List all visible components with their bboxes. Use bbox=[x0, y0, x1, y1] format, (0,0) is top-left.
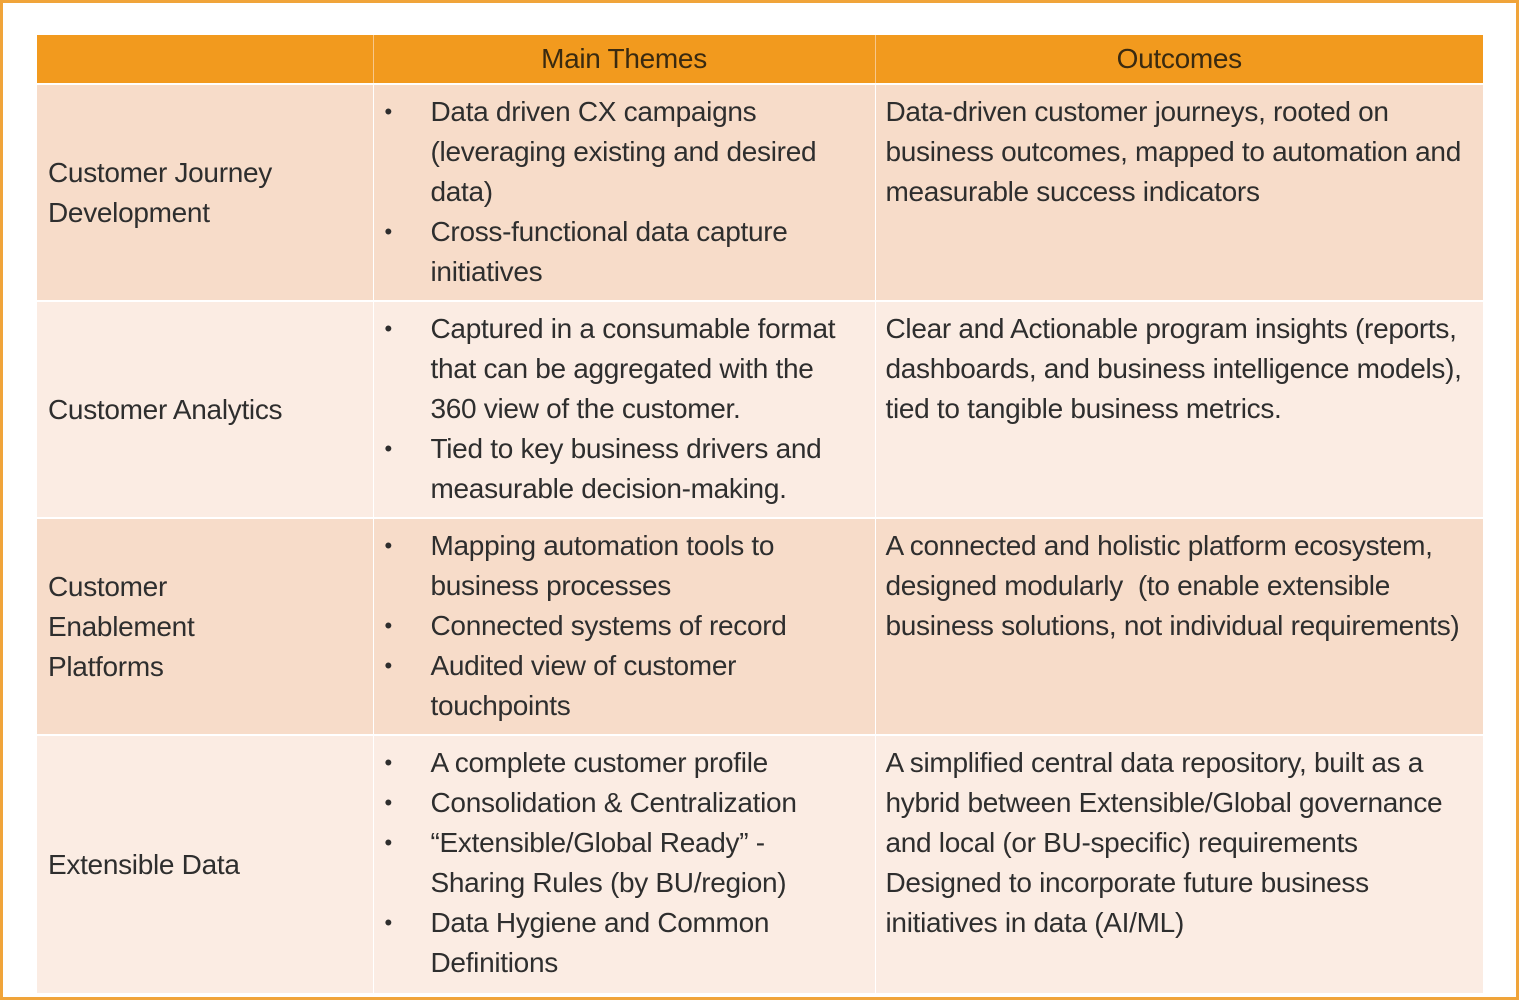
outcome-cell bbox=[875, 301, 1483, 518]
themes-cell bbox=[373, 518, 875, 735]
list-item: • Connected systems of record bbox=[374, 606, 875, 646]
list-item: • Captured in a consumable format that can be aggregated with the 360 view of the customer. bbox=[374, 309, 875, 429]
bullet-icon: • bbox=[384, 653, 392, 678]
list-item: • Consolidation & Centralization bbox=[374, 783, 875, 823]
bullet-icon: • bbox=[384, 316, 392, 341]
bullet-icon: • bbox=[384, 910, 392, 935]
outcome-text: Data-driven customer journeys, rooted on business outcomes, mapped to automation and measurable success indicators bbox=[885, 96, 1461, 207]
themes-cell bbox=[373, 301, 875, 518]
bullet-icon: • bbox=[384, 533, 392, 558]
list-item: • Data Hygiene and Common Definitions bbox=[374, 903, 875, 983]
outcome-cell bbox=[875, 735, 1483, 993]
outcome-cell bbox=[875, 84, 1483, 301]
outcome-cell bbox=[875, 518, 1483, 735]
row-name-cell bbox=[37, 301, 373, 518]
table-row bbox=[37, 301, 1483, 518]
row-name: Customer Enablement Platforms bbox=[48, 570, 195, 682]
themes-cell bbox=[373, 735, 875, 993]
themes-list bbox=[374, 92, 875, 292]
list-item: • Mapping automation tools to business processes bbox=[374, 526, 875, 606]
table-row bbox=[37, 735, 1483, 993]
header-blank bbox=[37, 35, 373, 84]
bullet-icon: • bbox=[384, 830, 392, 855]
bullet-icon: • bbox=[384, 219, 392, 244]
bullet-icon: • bbox=[384, 436, 392, 461]
themes-outcomes-table bbox=[37, 35, 1483, 993]
themes-cell bbox=[373, 84, 875, 301]
row-name-cell bbox=[37, 735, 373, 993]
header-main-themes: Main Themes bbox=[373, 35, 875, 84]
bullet-icon: • bbox=[384, 750, 392, 775]
themes-list bbox=[374, 526, 875, 726]
bullet-icon: • bbox=[384, 790, 392, 815]
row-name: Extensible Data bbox=[48, 848, 240, 880]
list-item: • Cross-functional data capture initiatives bbox=[374, 212, 875, 292]
row-name: Customer Journey Development bbox=[48, 156, 272, 228]
row-name-cell bbox=[37, 84, 373, 301]
table-row bbox=[37, 84, 1483, 301]
bullet-icon: • bbox=[384, 613, 392, 638]
list-item: • Audited view of customer touchpoints bbox=[374, 646, 875, 726]
row-name: Customer Analytics bbox=[48, 393, 283, 425]
themes-list bbox=[374, 309, 875, 509]
table-row bbox=[37, 518, 1483, 735]
header-row bbox=[37, 35, 1483, 84]
header-outcomes: Outcomes bbox=[875, 35, 1483, 84]
outcome-text: Clear and Actionable program insights (reports, dashboards, and business intelligence models), tied to tangible business metrics. bbox=[885, 313, 1462, 424]
list-item: • A complete customer profile bbox=[374, 743, 875, 783]
list-item: • “Extensible/Global Ready” - Sharing Rules (by BU/region) bbox=[374, 823, 875, 903]
list-item: • Tied to key business drivers and measurable decision-making. bbox=[374, 429, 875, 509]
outcome-text: A connected and holistic platform ecosystem, designed modularly (to enable extensible business solutions, not individual requirements) bbox=[885, 530, 1460, 641]
outcome-text: Designed to incorporate future business initiatives in data (AI/ML) bbox=[885, 867, 1369, 938]
outcome-text: A simplified central data repository, built as a hybrid between Extensible/Global governance and local (or BU-specific) requirements bbox=[885, 747, 1443, 858]
bullet-icon: • bbox=[384, 99, 392, 124]
row-name-cell bbox=[37, 518, 373, 735]
themes-list bbox=[374, 743, 875, 983]
list-item: • Data driven CX campaigns (leveraging existing and desired data) bbox=[374, 92, 875, 212]
